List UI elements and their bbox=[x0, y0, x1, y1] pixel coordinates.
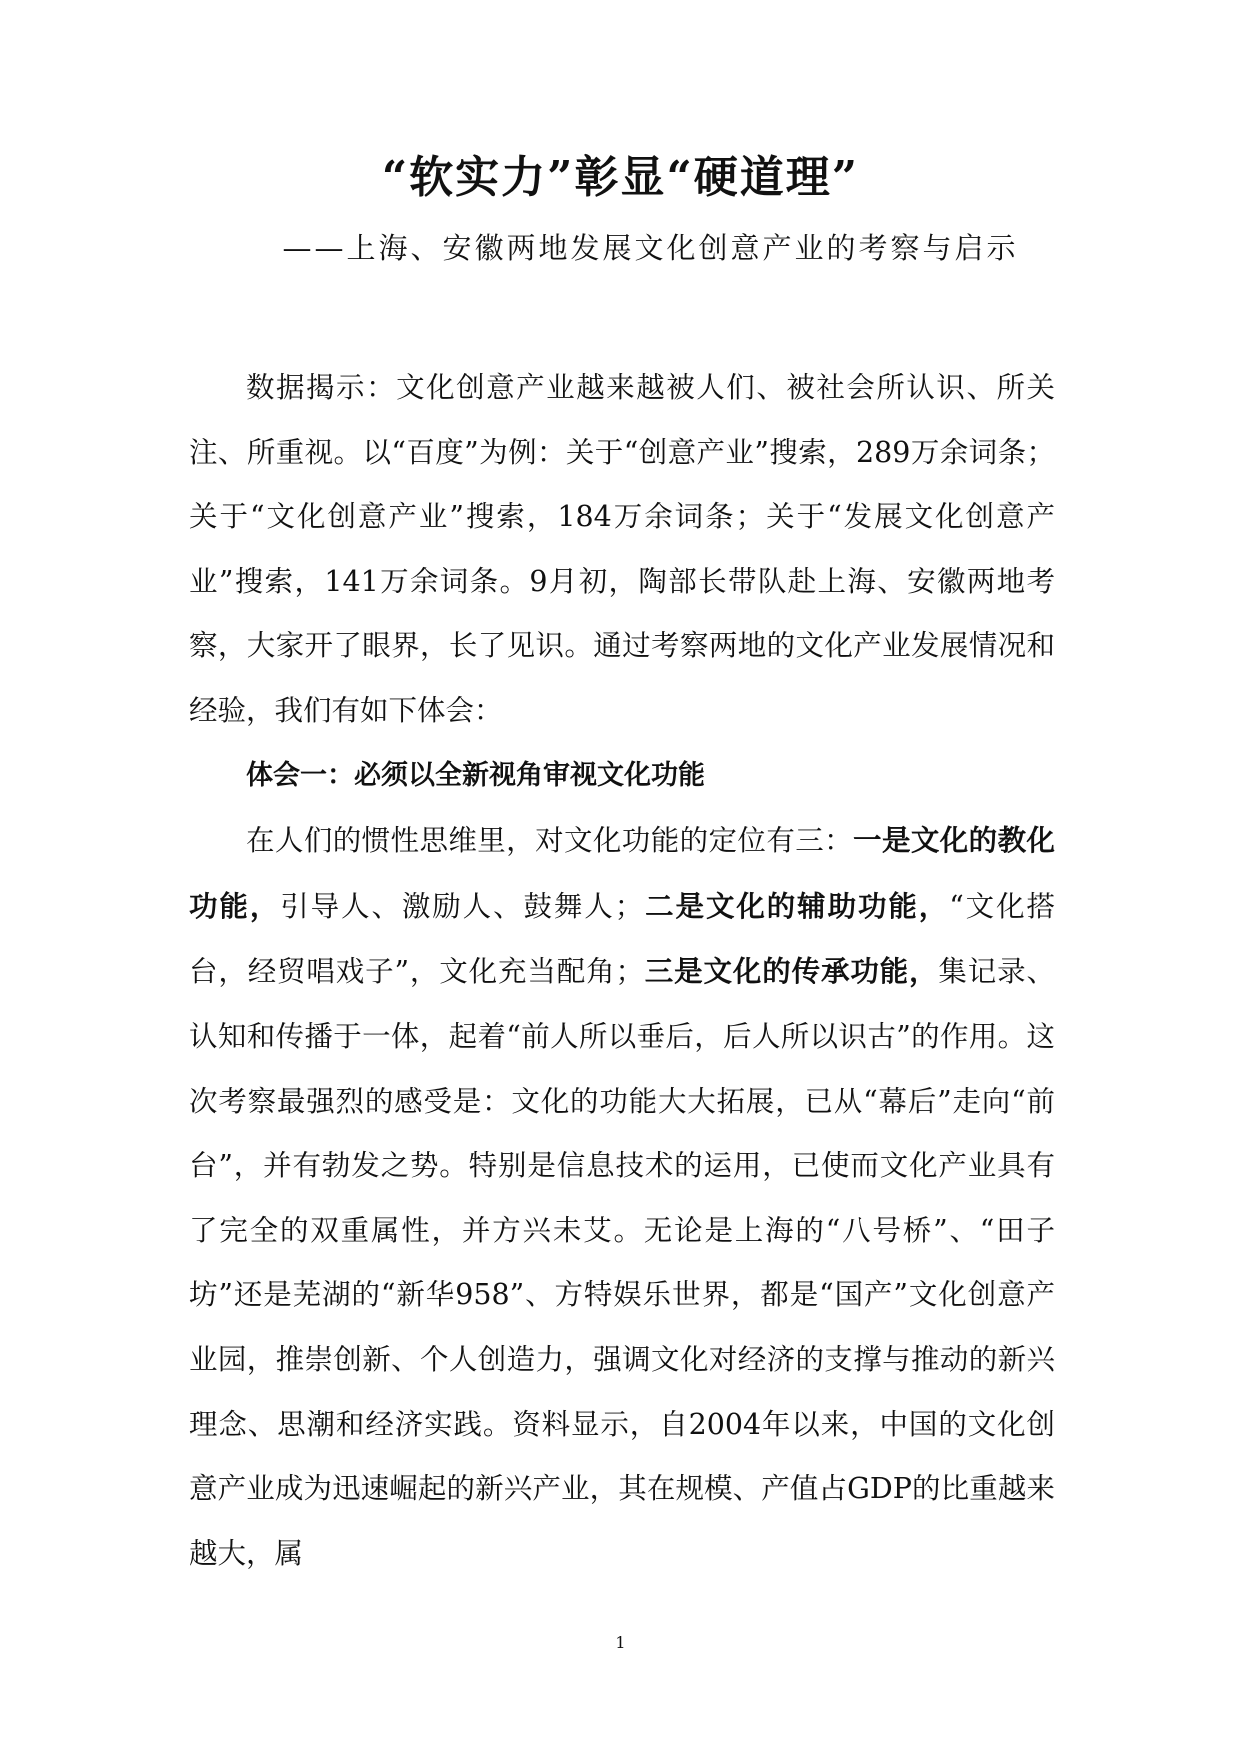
paragraph-text: “文化搭台，经贸唱戏子”，文化充当配角； bbox=[189, 889, 1055, 989]
document-body bbox=[189, 356, 1055, 1586]
bold-point-1: 一是文化的教化功能， bbox=[189, 823, 1055, 923]
paragraph-text: 引导人、激励人、鼓舞人； bbox=[280, 889, 644, 923]
section-heading: 体会一：必须以全新视角审视文化功能 bbox=[246, 759, 705, 791]
paragraph-text: 集记录、认知和传播于一体，起着“前人所以垂后，后人所以识古”的作用。这次考察最强烈的感受是：文化的功能大大拓展，已从“幕后”走向“前台”，并有勃发之势。特别是信息技术的运用，已使而文化产业具有了完全的双重属性，并方兴未艾。无论是上海的“八号桥”、“田子坊”还是芜湖的“新华958”、方特娱乐世界，都是“国产”文化创意产业园，推崇创新、个人创造力，强调文化对经济的支撑与推动的新兴理念、思潮和经济实践。资料显示，自2004年以来，中国的文化创意产业成为迅速崛起的新兴产业，其在规模、产值占GDP的比重越来越大，属 bbox=[189, 955, 1055, 1570]
page-number: 1 bbox=[615, 1633, 626, 1652]
paragraph-functions bbox=[189, 808, 1055, 1586]
paragraph-text: 在人们的惯性思维里，对文化功能的定位有三： bbox=[246, 824, 854, 858]
document-subtitle: ——上海、安徽两地发展文化创意产业的考察与启示 bbox=[282, 231, 1019, 265]
paragraph-intro: 数据揭示：文化创意产业越来越被人们、被社会所认识、所关注、所重视。以“百度”为例：关于“创意产业”搜索，289万余词条；关于“文化创意产业”搜索，184万余词条；关于“发展文化创意产业”搜索，141万余词条。9月初，陶部长带队赴上海、安徽两地考察，大家开了眼界，长了见识。通过考察两地的文化产业发展情况和经验，我们有如下体会： bbox=[189, 371, 1055, 727]
bold-point-2: 二是文化的辅助功能， bbox=[643, 888, 950, 923]
bold-point-3: 三是文化的传承功能， bbox=[643, 954, 939, 989]
document-title: “软实力”彰显“硬道理” bbox=[381, 152, 860, 203]
